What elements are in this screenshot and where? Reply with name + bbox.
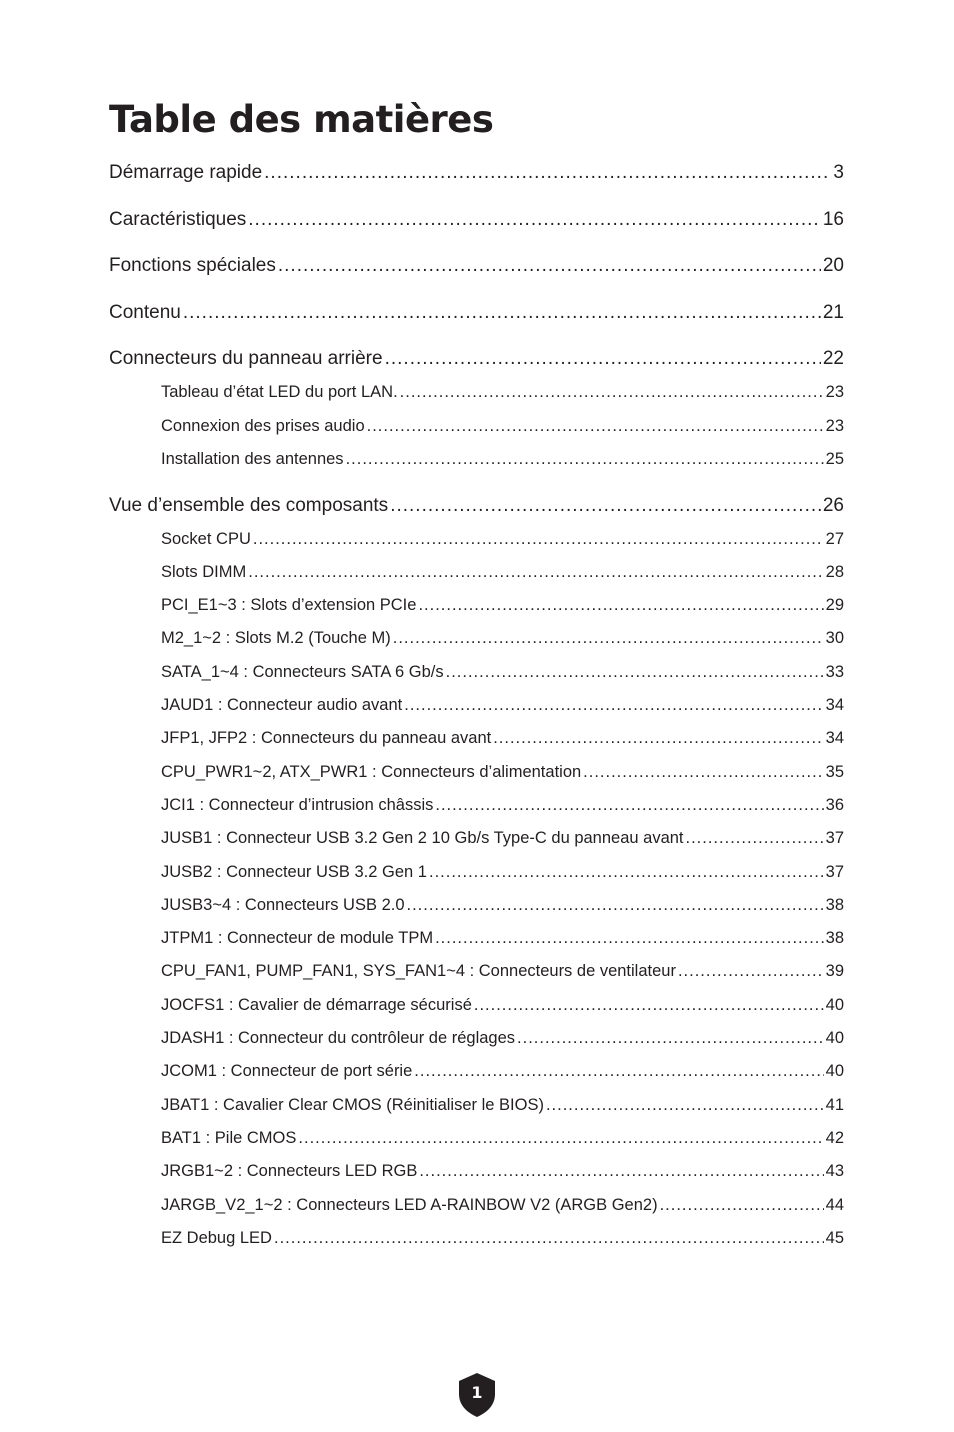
- toc-leader-dots: [390, 496, 821, 515]
- toc-entry-label: Installation des antennes: [161, 450, 344, 468]
- toc-subentry[interactable]: [161, 1097, 844, 1114]
- toc-entry-label: BAT1 : Pile CMOS: [161, 1129, 297, 1147]
- toc-entry[interactable]: [109, 303, 844, 322]
- toc-entry-label: JOCFS1 : Cavalier de démarrage sécurisé: [161, 996, 472, 1014]
- toc-entry-label: Vue d’ensemble des composants: [109, 495, 389, 516]
- toc-entry-page: 22: [822, 348, 844, 369]
- toc-entry-page: 27: [825, 530, 844, 548]
- toc-leader-dots: [414, 1063, 823, 1080]
- toc-leader-dots: [418, 597, 823, 614]
- toc-entry-label: Caractéristiques: [109, 209, 247, 230]
- toc-entry-label: JDASH1 : Connecteur du contrôleur de réglages: [161, 1029, 516, 1047]
- toc-subentry[interactable]: [161, 597, 844, 614]
- toc-entry-page: 41: [825, 1096, 844, 1114]
- toc-entry-page: 3: [833, 162, 844, 183]
- toc-entry-label: Démarrage rapide: [109, 162, 263, 183]
- toc-entry-page: 34: [825, 729, 844, 747]
- toc-subentry[interactable]: [161, 664, 844, 681]
- toc-entry-label: Contenu: [109, 302, 181, 323]
- toc-entry-page: 36: [825, 796, 844, 814]
- toc-leader-dots: [474, 997, 824, 1014]
- toc-entry-page: 42: [825, 1129, 844, 1147]
- toc-entry-label: JBAT1 : Cavalier Clear CMOS (Réinitialiser le BIOS): [161, 1096, 544, 1114]
- toc-subentry[interactable]: [161, 797, 844, 814]
- toc-entry-page: 21: [822, 302, 844, 323]
- toc-entry-label: JUSB3~4 : Connecteurs USB 2.0: [161, 896, 405, 914]
- toc-leader-dots: [419, 1163, 823, 1180]
- toc-subentry[interactable]: [161, 697, 844, 714]
- toc-subentry[interactable]: [161, 864, 844, 881]
- toc-entry-label: JAUD1 : Connecteur audio avant: [161, 696, 403, 714]
- toc-entry-label: JCI1 : Connecteur d’intrusion châssis: [161, 796, 434, 814]
- toc-leader-dots: [253, 531, 824, 548]
- toc-leader-dots: [393, 630, 824, 647]
- toc-leader-dots: [248, 210, 821, 229]
- toc-subentry[interactable]: [161, 418, 844, 435]
- toc-entry-label: Socket CPU: [161, 530, 251, 548]
- toc-entry-label: Connexion des prises audio: [161, 417, 365, 435]
- toc-subentry[interactable]: [161, 384, 844, 401]
- toc-entry-label: JUSB1 : Connecteur USB 3.2 Gen 2 10 Gb/s Type-C du panneau avant: [161, 829, 684, 847]
- toc-entry-page: 28: [825, 563, 844, 581]
- toc-entry-label: Fonctions spéciales: [109, 255, 276, 276]
- toc-leader-dots: [435, 797, 823, 814]
- toc-entry-label: JFP1, JFP2 : Connecteurs du panneau avant: [161, 729, 492, 747]
- toc-subentry[interactable]: [161, 1197, 844, 1214]
- toc-entry-page: 40: [825, 1062, 844, 1080]
- toc-entry-label: JCOM1 : Connecteur de port série: [161, 1062, 413, 1080]
- toc-entry-page: 16: [822, 209, 844, 230]
- toc-entry-page: 20: [822, 255, 844, 276]
- toc-entry-label: CPU_FAN1, PUMP_FAN1, SYS_FAN1~4 : Connecteurs de ventilateur: [161, 962, 676, 980]
- toc-leader-dots: [446, 664, 824, 681]
- toc-entry-label: JUSB2 : Connecteur USB 3.2 Gen 1: [161, 863, 427, 881]
- page-number: 1: [471, 1383, 483, 1402]
- toc-entry-label: Connecteurs du panneau arrière: [109, 348, 383, 369]
- toc-leader-dots: [435, 930, 824, 947]
- toc-subentry[interactable]: [161, 897, 844, 914]
- toc-subentry[interactable]: [161, 730, 844, 747]
- toc-entry-page: 30: [825, 629, 844, 647]
- toc-entry[interactable]: [109, 210, 844, 229]
- toc-leader-dots: [385, 349, 821, 368]
- toc-leader-dots: [274, 1230, 824, 1247]
- page-number-badge: [458, 1372, 496, 1418]
- toc-subentry[interactable]: [161, 764, 844, 781]
- toc-subentry[interactable]: [161, 963, 844, 980]
- toc-leader-dots: [278, 256, 821, 275]
- toc-leader-dots: [407, 897, 824, 914]
- toc-entry-page: 39: [825, 962, 844, 980]
- toc-subentry[interactable]: [161, 564, 844, 581]
- toc-leader-dots: [248, 564, 823, 581]
- toc-entry[interactable]: [109, 256, 844, 275]
- toc-subentry[interactable]: [161, 1163, 844, 1180]
- toc-entry[interactable]: [109, 163, 844, 182]
- toc-entry-label: SATA_1~4 : Connecteurs SATA 6 Gb/s: [161, 663, 444, 681]
- toc-leader-dots: [493, 730, 823, 747]
- toc-leader-dots: [660, 1197, 824, 1214]
- toc-entry-page: 40: [825, 1029, 844, 1047]
- toc-subentry[interactable]: [161, 1130, 844, 1147]
- toc-entry-page: 44: [825, 1196, 844, 1214]
- toc-entry-page: 37: [825, 829, 844, 847]
- toc-leader-dots: [583, 764, 823, 781]
- toc-leader-dots: [686, 830, 824, 847]
- toc-subentry[interactable]: [161, 630, 844, 647]
- toc-entry-label: M2_1~2 : Slots M.2 (Touche M): [161, 629, 391, 647]
- toc-entry-label: Tableau d’état LED du port LAN.: [161, 383, 398, 401]
- toc-entry-label: Slots DIMM: [161, 563, 247, 581]
- toc-entry-label: JARGB_V2_1~2 : Connecteurs LED A-RAINBOW V2 (ARGB Gen2): [161, 1196, 658, 1214]
- toc-leader-dots: [678, 963, 824, 980]
- toc-leader-dots: [429, 864, 824, 881]
- toc-leader-dots: [264, 163, 831, 182]
- page-title: Table des matières: [109, 98, 494, 141]
- toc-subentry[interactable]: [161, 930, 844, 947]
- toc-entry-page: 43: [825, 1162, 844, 1180]
- toc-entry-page: 29: [825, 596, 844, 614]
- toc-entry-page: 37: [825, 863, 844, 881]
- toc-leader-dots: [183, 303, 821, 322]
- toc-leader-dots: [517, 1030, 824, 1047]
- toc-entry-page: 45: [825, 1229, 844, 1247]
- toc-subentry[interactable]: [161, 531, 844, 548]
- toc-entry[interactable]: [109, 496, 844, 515]
- toc-entry-page: 26: [822, 495, 844, 516]
- toc-entry-page: 38: [825, 929, 844, 947]
- toc-entry-label: EZ Debug LED: [161, 1229, 272, 1247]
- toc-entry-page: 40: [825, 996, 844, 1014]
- toc-entry-page: 34: [825, 696, 844, 714]
- toc-subentry[interactable]: [161, 830, 844, 847]
- toc-leader-dots: [400, 384, 824, 401]
- toc-entry-page: 35: [825, 763, 844, 781]
- toc-entry[interactable]: [109, 349, 844, 368]
- toc-subentry[interactable]: [161, 1063, 844, 1080]
- toc-subentry[interactable]: [161, 1030, 844, 1047]
- toc-entry-label: JRGB1~2 : Connecteurs LED RGB: [161, 1162, 418, 1180]
- toc-entry-page: 38: [825, 896, 844, 914]
- toc-leader-dots: [346, 451, 824, 468]
- toc-entry-label: PCI_E1~3 : Slots d’extension PCIe: [161, 596, 417, 614]
- toc-subentry[interactable]: [161, 997, 844, 1014]
- toc-subentry[interactable]: [161, 1230, 844, 1247]
- toc-leader-dots: [367, 418, 824, 435]
- toc-subentry[interactable]: [161, 451, 844, 468]
- toc-entry-page: 25: [825, 450, 844, 468]
- toc-entry-page: 23: [825, 417, 844, 435]
- toc-leader-dots: [404, 697, 823, 714]
- toc-leader-dots: [298, 1130, 823, 1147]
- toc-entry-page: 33: [825, 663, 844, 681]
- toc-leader-dots: [546, 1097, 824, 1114]
- toc-entry-page: 23: [825, 383, 844, 401]
- toc-entry-label: CPU_PWR1~2, ATX_PWR1 : Connecteurs d’alimentation: [161, 763, 582, 781]
- toc-entry-label: JTPM1 : Connecteur de module TPM: [161, 929, 434, 947]
